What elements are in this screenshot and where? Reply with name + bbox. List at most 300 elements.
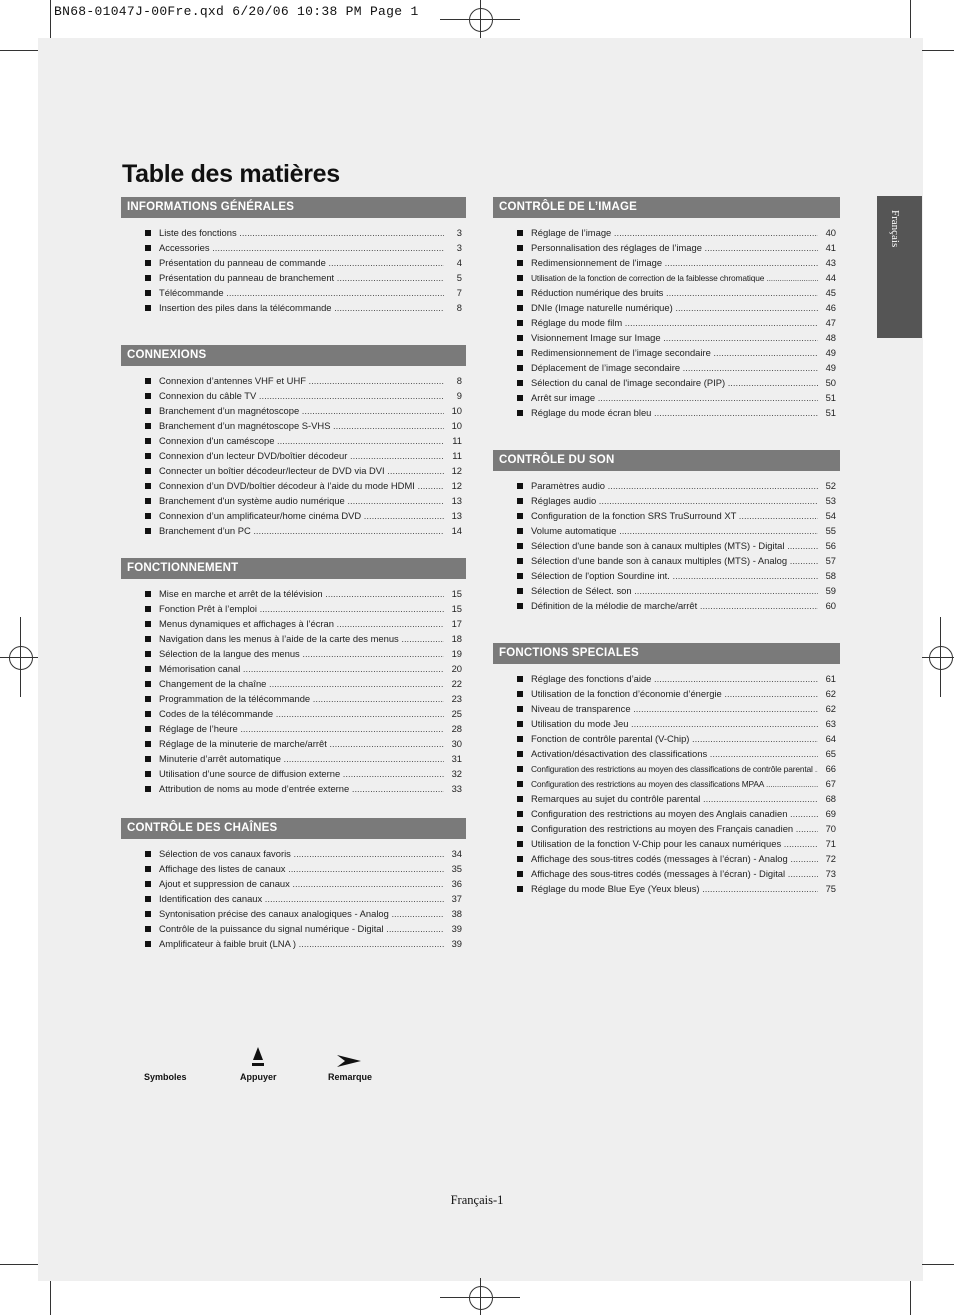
bullet-icon xyxy=(145,290,151,296)
toc-entry-page: 18 xyxy=(451,633,462,644)
bullet-icon xyxy=(145,771,151,777)
bullet-icon xyxy=(517,380,523,386)
toc-entry xyxy=(493,317,840,332)
registration-mark-left xyxy=(9,646,33,670)
toc-entry xyxy=(493,778,840,793)
toc-entry-page: 52 xyxy=(825,480,836,491)
toc-entry-title: Réglage du mode Blue Eye (Yeux bleus) ..... xyxy=(531,883,818,895)
toc-entry-title: Fonction de contrôle parental (V-Chip) ..... xyxy=(531,733,818,745)
toc-entry-title: Configuration de la fonction SRS TruSurround XT ..... xyxy=(531,510,818,522)
toc-entry-title: Affichage des listes de canaux ..... xyxy=(159,863,444,875)
toc-entry-title: Branchement d'un système audio numérique ..... xyxy=(159,495,444,507)
toc-entry-title: Connexion d'un caméscope ..... xyxy=(159,435,444,447)
toc-entry-page: 51 xyxy=(825,392,836,403)
toc-entry-page: 14 xyxy=(451,525,462,536)
toc-entry-title: Amplificateur à faible bruit (LNA ) ..... xyxy=(159,938,444,950)
toc-entry-page: 55 xyxy=(825,525,836,536)
toc-entry-title: Branchement d’un magnétoscope ..... xyxy=(159,405,444,417)
toc-entry xyxy=(493,362,840,377)
bullet-icon xyxy=(517,350,523,356)
crop-mark xyxy=(922,50,954,51)
bullet-icon xyxy=(145,468,151,474)
toc-entry-title: Réglage de l’image ..... xyxy=(531,227,818,239)
toc-entry xyxy=(121,302,466,317)
bullet-icon xyxy=(517,588,523,594)
toc-entry-title: Réduction numérique des bruits ..... xyxy=(531,287,818,299)
toc-entry xyxy=(121,450,466,465)
bullet-icon xyxy=(145,498,151,504)
toc-entry xyxy=(493,302,840,317)
print-slug: BN68-01047J-00Fre.qxd 6/20/06 10:38 PM Page 1 xyxy=(54,4,419,19)
toc-entry xyxy=(493,853,840,868)
toc-entry-page: 13 xyxy=(451,495,462,506)
toc-entry xyxy=(121,723,466,738)
bullet-icon xyxy=(145,621,151,627)
toc-entry xyxy=(493,525,840,540)
bullet-icon xyxy=(145,666,151,672)
bullet-icon xyxy=(145,941,151,947)
toc-entry xyxy=(121,257,466,272)
crop-mark xyxy=(440,19,520,20)
toc-entry xyxy=(493,287,840,302)
toc-entry-page: 28 xyxy=(451,723,462,734)
toc-entry-title: Réglage du mode film ..... xyxy=(531,317,818,329)
bullet-icon xyxy=(517,706,523,712)
crop-mark xyxy=(910,0,911,38)
toc-entry-page: 45 xyxy=(825,287,836,298)
bullet-icon xyxy=(145,696,151,702)
toc-entry xyxy=(493,718,840,733)
section-header: INFORMATIONS GÉNÉRALES xyxy=(121,197,466,218)
bullet-icon xyxy=(145,896,151,902)
bullet-icon xyxy=(517,811,523,817)
toc-entry-page: 11 xyxy=(452,450,462,461)
bullet-icon xyxy=(517,573,523,579)
toc-entry-title: Mise en marche et arrêt de la télévision ..... xyxy=(159,588,444,600)
toc-entry-page: 33 xyxy=(451,783,462,794)
bullet-icon xyxy=(517,483,523,489)
bullet-icon xyxy=(145,230,151,236)
bullet-icon xyxy=(145,260,151,266)
bullet-icon xyxy=(145,305,151,311)
toc-entry xyxy=(121,753,466,768)
toc-entry-title: Sélection de Sélect. son ..... xyxy=(531,585,818,597)
toc-entry-page: 66 xyxy=(825,763,836,774)
toc-entry-title: Connexion d'un lecteur DVD/boîtier décodeur ..... xyxy=(159,450,444,462)
toc-entry xyxy=(493,495,840,510)
toc-entry xyxy=(493,673,840,688)
toc-entry-title: Changement de la chaîne ..... xyxy=(159,678,444,690)
toc-entry-page: 4 xyxy=(456,257,462,268)
bullet-icon xyxy=(145,911,151,917)
toc-entry-page: 36 xyxy=(451,878,462,889)
toc-entry-page: 5 xyxy=(456,272,462,283)
toc-entry-page: 57 xyxy=(825,555,836,566)
toc-entry-title: Réglage de la minuterie de marche/arrêt ..... xyxy=(159,738,444,750)
legend-press-label: Appuyer xyxy=(240,1072,277,1082)
bullet-icon xyxy=(145,408,151,414)
toc-entry xyxy=(121,510,466,525)
toc-entry-page: 64 xyxy=(825,733,836,744)
toc-entry-page: 38 xyxy=(451,908,462,919)
legend-press xyxy=(240,1072,277,1082)
toc-entry-title: Utilisation de la fonction V-Chip pour les canaux numériques ..... xyxy=(531,838,818,850)
bullet-icon xyxy=(145,881,151,887)
toc-entry-title: Présentation du panneau de commande ..... xyxy=(159,257,444,269)
crop-mark xyxy=(922,657,954,658)
toc-entry-title: Niveau de transparence ..... xyxy=(531,703,818,715)
toc-entry-title: Utilisation d’une source de diffusion externe ..... xyxy=(159,768,444,780)
bullet-icon xyxy=(517,245,523,251)
bullet-icon xyxy=(517,513,523,519)
toc-entry-page: 8 xyxy=(456,302,462,313)
toc-entry-title: Minuterie d’arrêt automatique ..... xyxy=(159,753,444,765)
toc-entry-title: Utilisation de la fonction de correction de la faiblesse chromatique ..... xyxy=(531,272,818,284)
bullet-icon xyxy=(145,393,151,399)
toc-entry-page: 54 xyxy=(825,510,836,521)
bullet-icon xyxy=(517,410,523,416)
toc-entry-title: Redimensionnement de l'image ..... xyxy=(531,257,818,269)
toc-entry xyxy=(493,838,840,853)
toc-entry-page: 39 xyxy=(451,923,462,934)
page-title: Table des matières xyxy=(122,160,340,188)
crop-mark xyxy=(0,1264,38,1265)
bullet-icon xyxy=(517,528,523,534)
toc-entry xyxy=(121,480,466,495)
toc-entry-title: Personnalisation des réglages de l’image ..... xyxy=(531,242,818,254)
toc-entry-page: 68 xyxy=(825,793,836,804)
toc-entry-title: Connexion d’un DVD/boîtier décodeur à l’aide du mode HDMI ..... xyxy=(159,480,444,492)
crop-mark xyxy=(0,50,38,51)
toc-entry-title: Sélection d'une bande son à canaux multiples (MTS) - Digital ..... xyxy=(531,540,818,552)
toc-entry-page: 62 xyxy=(825,688,836,699)
toc-entry-page: 44 xyxy=(825,272,836,283)
toc-entry-title: Affichage des sous-titres codés (messages à l’écran) - Analog ..... xyxy=(531,853,818,865)
bullet-icon xyxy=(517,691,523,697)
toc-entry xyxy=(493,703,840,718)
crop-mark xyxy=(922,1264,954,1265)
toc-entry-title: Connexion d’antennes VHF et UHF ..... xyxy=(159,375,444,387)
toc-entry-title: Réglage des fonctions d’aide ..... xyxy=(531,673,818,685)
toc-entry-title: Menus dynamiques et affichages à l’écran ..... xyxy=(159,618,444,630)
bullet-icon xyxy=(517,290,523,296)
toc-entry xyxy=(493,570,840,585)
section-header: CONTRÔLE DES CHAÎNES xyxy=(121,818,466,839)
toc-entry xyxy=(121,465,466,480)
toc-entry-page: 46 xyxy=(825,302,836,313)
toc-entry-title: Sélection du canal de l'image secondaire (PIP) ..... xyxy=(531,377,818,389)
toc-entry-page: 19 xyxy=(451,648,462,659)
bullet-icon xyxy=(517,365,523,371)
bullet-icon xyxy=(145,756,151,762)
bullet-icon xyxy=(517,871,523,877)
bullet-icon xyxy=(517,676,523,682)
toc-entry-page: 50 xyxy=(825,377,836,388)
bullet-icon xyxy=(517,781,523,787)
toc-entry-title: Navigation dans les menus à l’aide de la carte des menus ..... xyxy=(159,633,444,645)
toc-entry-title: Contrôle de la puissance du signal numérique - Digital ..... xyxy=(159,923,444,935)
bullet-icon xyxy=(517,736,523,742)
toc-entry-page: 17 xyxy=(451,618,462,629)
toc-entry-page: 23 xyxy=(451,693,462,704)
bullet-icon xyxy=(517,856,523,862)
toc-entry xyxy=(493,407,840,422)
toc-entry-title: Ajout et suppression de canaux ..... xyxy=(159,878,444,890)
toc-entry-page: 32 xyxy=(451,768,462,779)
toc-entry-page: 62 xyxy=(825,703,836,714)
bullet-icon xyxy=(517,751,523,757)
crop-mark xyxy=(50,1281,51,1315)
toc-entry xyxy=(121,908,466,923)
toc-entry xyxy=(493,763,840,778)
toc-entry xyxy=(121,768,466,783)
toc-entry-page: 51 xyxy=(825,407,836,418)
toc-entry-page: 70 xyxy=(825,823,836,834)
toc-entry xyxy=(121,603,466,618)
bullet-icon xyxy=(145,513,151,519)
bullet-icon xyxy=(145,636,151,642)
toc-entry-page: 7 xyxy=(456,287,462,298)
toc-entry-title: Réglages audio ..... xyxy=(531,495,818,507)
toc-entry xyxy=(121,405,466,420)
bullet-icon xyxy=(145,926,151,932)
toc-entry-page: 39 xyxy=(451,938,462,949)
toc-entry-title: DNIe (Image naturelle numérique) ..... xyxy=(531,302,818,314)
toc-entry-page: 9 xyxy=(456,390,462,401)
toc-entry xyxy=(121,878,466,893)
toc-entry-page: 56 xyxy=(825,540,836,551)
bullet-icon xyxy=(517,498,523,504)
toc-entry-title: Connexion du câble TV ..... xyxy=(159,390,444,402)
toc-entry xyxy=(493,688,840,703)
toc-entry-page: 37 xyxy=(451,893,462,904)
bullet-icon xyxy=(145,741,151,747)
note-icon xyxy=(336,1054,362,1068)
section-header: CONNEXIONS xyxy=(121,345,466,366)
toc-entry xyxy=(121,525,466,540)
bullet-icon xyxy=(145,651,151,657)
toc-entry-page: 35 xyxy=(451,863,462,874)
toc-entry-title: Arrêt sur image ..... xyxy=(531,392,818,404)
toc-entry-title: Sélection de la langue des menus ..... xyxy=(159,648,444,660)
toc-entry-title: Volume automatique ..... xyxy=(531,525,818,537)
toc-entry-title: Codes de la télécommande ..... xyxy=(159,708,444,720)
toc-entry-page: 71 xyxy=(825,838,836,849)
toc-entry-title: Réglage de l’heure ..... xyxy=(159,723,444,735)
toc-entry-page: 3 xyxy=(456,242,462,253)
toc-entry xyxy=(121,848,466,863)
toc-entry-page: 22 xyxy=(451,678,462,689)
bullet-icon xyxy=(145,453,151,459)
toc-entry xyxy=(121,663,466,678)
toc-entry-page: 12 xyxy=(451,465,462,476)
toc-entry xyxy=(121,588,466,603)
toc-entry xyxy=(493,242,840,257)
registration-mark-bottom xyxy=(469,1286,493,1310)
toc-entry-title: Branchement d’un magnétoscope S-VHS ..... xyxy=(159,420,444,432)
page-number: Français-1 xyxy=(450,1193,504,1207)
toc-entry-title: Connexion d’un amplificateur/home cinéma DVD ..... xyxy=(159,510,444,522)
toc-entry xyxy=(121,420,466,435)
toc-entry xyxy=(121,390,466,405)
toc-entry-title: Remarques au sujet du contrôle parental ..... xyxy=(531,793,818,805)
toc-entry xyxy=(493,540,840,555)
bullet-icon xyxy=(517,395,523,401)
toc-entry-page: 40 xyxy=(825,227,836,238)
toc-entry-page: 75 xyxy=(825,883,836,894)
toc-entry xyxy=(121,863,466,878)
toc-entry xyxy=(493,868,840,883)
toc-entry xyxy=(493,600,840,615)
toc-entry-page: 47 xyxy=(825,317,836,328)
toc-entry-title: Sélection de vos canaux favoris ..... xyxy=(159,848,444,860)
toc-entry xyxy=(121,678,466,693)
toc-entry-page: 65 xyxy=(825,748,836,759)
toc-entry-page: 73 xyxy=(825,868,836,879)
registration-mark-top xyxy=(469,8,493,32)
press-icon xyxy=(251,1046,265,1068)
toc-entry xyxy=(493,510,840,525)
bullet-icon xyxy=(517,230,523,236)
registration-mark-right xyxy=(929,646,953,670)
toc-entry-title: Affichage des sous-titres codés (messages à l’écran) - Digital ..... xyxy=(531,868,818,880)
bullet-icon xyxy=(517,766,523,772)
toc-entry-title: Paramètres audio ..... xyxy=(531,480,818,492)
toc-entry xyxy=(493,227,840,242)
toc-entry-page: 41 xyxy=(825,242,836,253)
toc-entry-page: 15 xyxy=(451,588,462,599)
bullet-icon xyxy=(517,826,523,832)
bullet-icon xyxy=(517,305,523,311)
language-tab-label: Français xyxy=(889,210,901,248)
toc-entry xyxy=(121,227,466,242)
toc-entry xyxy=(493,883,840,898)
toc-entry xyxy=(121,693,466,708)
bullet-icon xyxy=(517,558,523,564)
toc-entry-page: 10 xyxy=(451,420,462,431)
toc-entry-page: 31 xyxy=(451,753,462,764)
toc-entry-page: 48 xyxy=(825,332,836,343)
toc-entry xyxy=(493,257,840,272)
toc-entry xyxy=(493,793,840,808)
language-tab xyxy=(877,196,922,338)
toc-entry xyxy=(493,585,840,600)
bullet-icon xyxy=(145,378,151,384)
toc-entry-page: 43 xyxy=(825,257,836,268)
toc-entry xyxy=(121,435,466,450)
bullet-icon xyxy=(517,320,523,326)
bullet-icon xyxy=(145,786,151,792)
toc-entry-page: 13 xyxy=(451,510,462,521)
legend-note-label: Remarque xyxy=(328,1072,373,1082)
toc-entry-page: 3 xyxy=(456,227,462,238)
toc-entry xyxy=(121,633,466,648)
bullet-icon xyxy=(145,681,151,687)
toc-entry-page: 69 xyxy=(825,808,836,819)
bullet-icon xyxy=(517,721,523,727)
toc-entry xyxy=(121,618,466,633)
toc-entry xyxy=(493,377,840,392)
toc-entry xyxy=(121,938,466,953)
bullet-icon xyxy=(517,841,523,847)
toc-entry-page: 25 xyxy=(451,708,462,719)
toc-entry-title: Redimensionnement de l’image secondaire ..... xyxy=(531,347,818,359)
toc-entry-title: Mémorisation canal ..... xyxy=(159,663,444,675)
bullet-icon xyxy=(145,726,151,732)
toc-entry-title: Configuration des restrictions au moyen des Français canadien ..... xyxy=(531,823,818,835)
toc-entry-page: 20 xyxy=(451,663,462,674)
toc-entry-page: 67 xyxy=(825,778,836,789)
toc-entry-title: Déplacement de l’image secondaire ..... xyxy=(531,362,818,374)
bullet-icon xyxy=(145,438,151,444)
toc-entry-page: 8 xyxy=(456,375,462,386)
crop-mark xyxy=(910,1281,911,1315)
toc-entry-page: 63 xyxy=(825,718,836,729)
toc-entry-title: Utilisation de la fonction d’économie d’énergie ..... xyxy=(531,688,818,700)
bullet-icon xyxy=(517,603,523,609)
section-header: CONTRÔLE DU SON xyxy=(493,450,840,471)
toc-entry xyxy=(121,923,466,938)
toc-entry xyxy=(493,808,840,823)
toc-entry-title: Sélection d'une bande son à canaux multiples (MTS) - Analog ..... xyxy=(531,555,818,567)
toc-entry xyxy=(121,738,466,753)
toc-entry xyxy=(121,242,466,257)
bullet-icon xyxy=(145,275,151,281)
crop-mark xyxy=(0,657,38,658)
toc-entry-title: Accessories ..... xyxy=(159,242,444,254)
toc-entry-title: Visionnement Image sur Image ..... xyxy=(531,332,818,344)
toc-entry-page: 58 xyxy=(825,570,836,581)
bullet-icon xyxy=(145,606,151,612)
toc-entry-title: Configuration des restrictions au moyen des classifications de contrôle parental ..... xyxy=(531,763,818,775)
bullet-icon xyxy=(517,543,523,549)
toc-entry xyxy=(493,748,840,763)
toc-entry-page: 11 xyxy=(452,435,462,446)
toc-entry-title: Identification des canaux ..... xyxy=(159,893,444,905)
toc-entry xyxy=(493,392,840,407)
section-header: FONCTIONNEMENT xyxy=(121,558,466,579)
toc-entry-page: 30 xyxy=(451,738,462,749)
bullet-icon xyxy=(145,851,151,857)
toc-entry xyxy=(493,480,840,495)
bullet-icon xyxy=(517,886,523,892)
crop-mark xyxy=(440,1297,520,1298)
toc-entry-title: Définition de la mélodie de marche/arrêt ..... xyxy=(531,600,818,612)
toc-entry-title: Connecter un boîtier décodeur/lecteur de DVD via DVI ..... xyxy=(159,465,444,477)
bullet-icon xyxy=(517,260,523,266)
toc-entry-title: Programmation de la télécommande ..... xyxy=(159,693,444,705)
toc-entry xyxy=(121,648,466,663)
toc-entry-title: Liste des fonctions ..... xyxy=(159,227,444,239)
toc-entry-page: 49 xyxy=(825,362,836,373)
bullet-icon xyxy=(517,335,523,341)
toc-entry-title: Utilisation du mode Jeu ..... xyxy=(531,718,818,730)
bullet-icon xyxy=(145,483,151,489)
toc-entry xyxy=(121,893,466,908)
toc-entry-title: Fonction Prêt à l’emploi ..... xyxy=(159,603,444,615)
toc-entry xyxy=(493,823,840,838)
toc-entry-title: Insertion des piles dans la télécommande ..... xyxy=(159,302,444,314)
toc-entry-title: Branchement d’un PC ..... xyxy=(159,525,444,537)
toc-entry-title: Sélection de l'option Sourdine int. ..... xyxy=(531,570,818,582)
toc-entry-title: Attribution de noms au mode d’entrée externe ..... xyxy=(159,783,444,795)
toc-entry xyxy=(493,272,840,287)
toc-entry xyxy=(121,287,466,302)
toc-entry-page: 72 xyxy=(825,853,836,864)
toc-entry-page: 59 xyxy=(825,585,836,596)
bullet-icon xyxy=(145,423,151,429)
legend-note xyxy=(328,1072,372,1082)
